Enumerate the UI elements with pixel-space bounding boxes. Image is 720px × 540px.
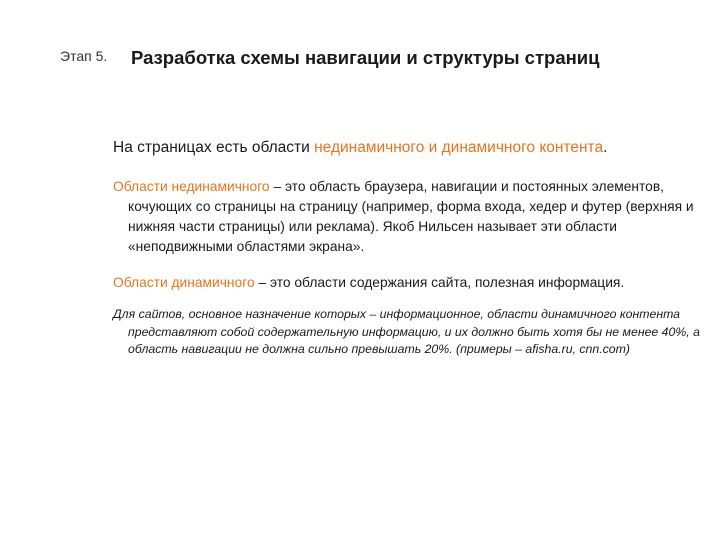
slide-body xyxy=(113,138,700,359)
ratio-note: Для сайтов, основное назначение которых – информационное, области динамичного контента представляют собой содержательную информацию, и их должно быть хотя бы не менее 40%, а область навигации не должна сильно превышать 20%. (примеры – afisha.ru, cnn.com) xyxy=(113,307,700,356)
intro-paragraph xyxy=(113,138,693,158)
stage-label: Этап 5. xyxy=(60,48,108,64)
static-areas-term: Области нединамичного xyxy=(113,179,270,194)
dynamic-areas-term: Области динамичного xyxy=(113,275,255,290)
intro-text: На страницах есть области xyxy=(113,139,315,156)
intro-end: . xyxy=(603,139,608,156)
static-areas-text: – это область браузера, навигации и постоянных элементов, кочующих со страницы на страницу (например, форма входа, хедер и футер (верхняя и нижняя части страницы) или реклама). Якоб Нильсен называет эти области «неподвижными областями экрана». xyxy=(128,179,694,254)
intro-highlight: нединамичного и динамичного контента xyxy=(314,139,604,156)
static-areas-paragraph xyxy=(113,177,700,257)
dynamic-areas-text: – это области содержания сайта, полезная информация. xyxy=(254,275,625,290)
dynamic-areas-paragraph xyxy=(113,273,693,293)
slide-title: Разработка схемы навигации и структуры страниц xyxy=(131,47,600,68)
